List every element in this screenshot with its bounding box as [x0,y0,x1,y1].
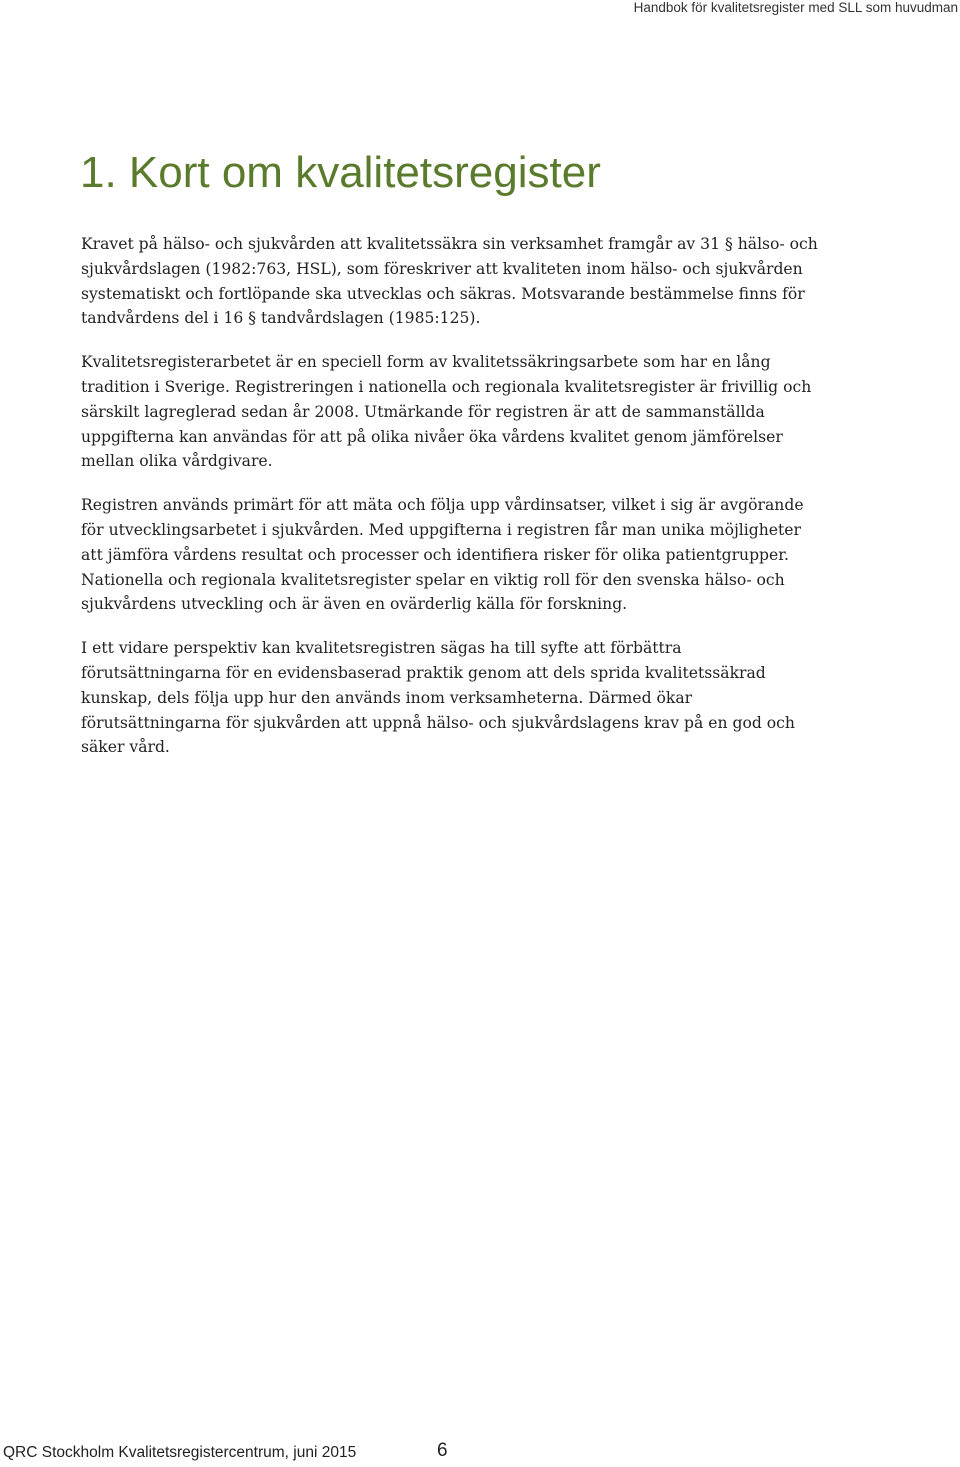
paragraph-legal-basis: Kravet på hälso- och sjukvården att kvalitetssäkra sin verksamhet framgår av 31 § hälso- och sjukvårdslagen (1982:763, HSL), som föreskriver att kvaliteten inom hälso- och sjukvården systematiskt och fortlöpande ska utvecklas och säkras. Motsvarande bestämmelse finns för tandvårdens del i 16 § tandvårdslagen (1985:125). [81,235,818,328]
body-text [81,232,821,779]
page-number: 6 [437,1440,448,1461]
paragraph-wider-perspective: I ett vidare perspektiv kan kvalitetsregistren sägas ha till syfte att förbättra förutsättningarna för en evidensbaserad praktik genom att dels sprida kvalitetssäkrad kunskap, dels följa upp hur den används inom verksamheterna. Därmed ökar förutsättningarna för sjukvården att uppnå hälso- och sjukvårdslagens krav på en god och säker vård. [81,639,795,757]
paragraph-registry-use: Registren används primärt för att mäta och följa upp vårdinsatser, vilket i sig är avgörande för utvecklingsarbetet i sjukvården. Med uppgifterna i registren får man unika möjligheter att jämföra vårdens resultat och processer och identifiera risker för olika patientgrupper. Nationella och regionala kvalitetsregister spelar en viktig roll för den svenska hälso- och sjukvårdens utveckling och är även en ovärderlig källa för forskning. [81,496,804,614]
paragraph-quality-registry-work: Kvalitetsregisterarbetet är en speciell form av kvalitetssäkringsarbete som har en lång tradition i Sverige. Registreringen i nationella och regionala kvalitetsregister är frivillig och särskilt lagreglerad sedan år 2008. Utmärkande för registren är att de sammanställda uppgifterna kan användas för att på olika nivåer öka vårdens kvalitet genom jämförelser mellan olika vårdgivare. [81,353,812,471]
running-header: Handbok för kvalitetsregister med SLL som huvudman [633,0,958,15]
chapter-title: 1. Kort om kvalitetsregister [80,148,601,197]
footer-organization: QRC Stockholm Kvalitetsregistercentrum, juni 2015 [3,1444,357,1461]
